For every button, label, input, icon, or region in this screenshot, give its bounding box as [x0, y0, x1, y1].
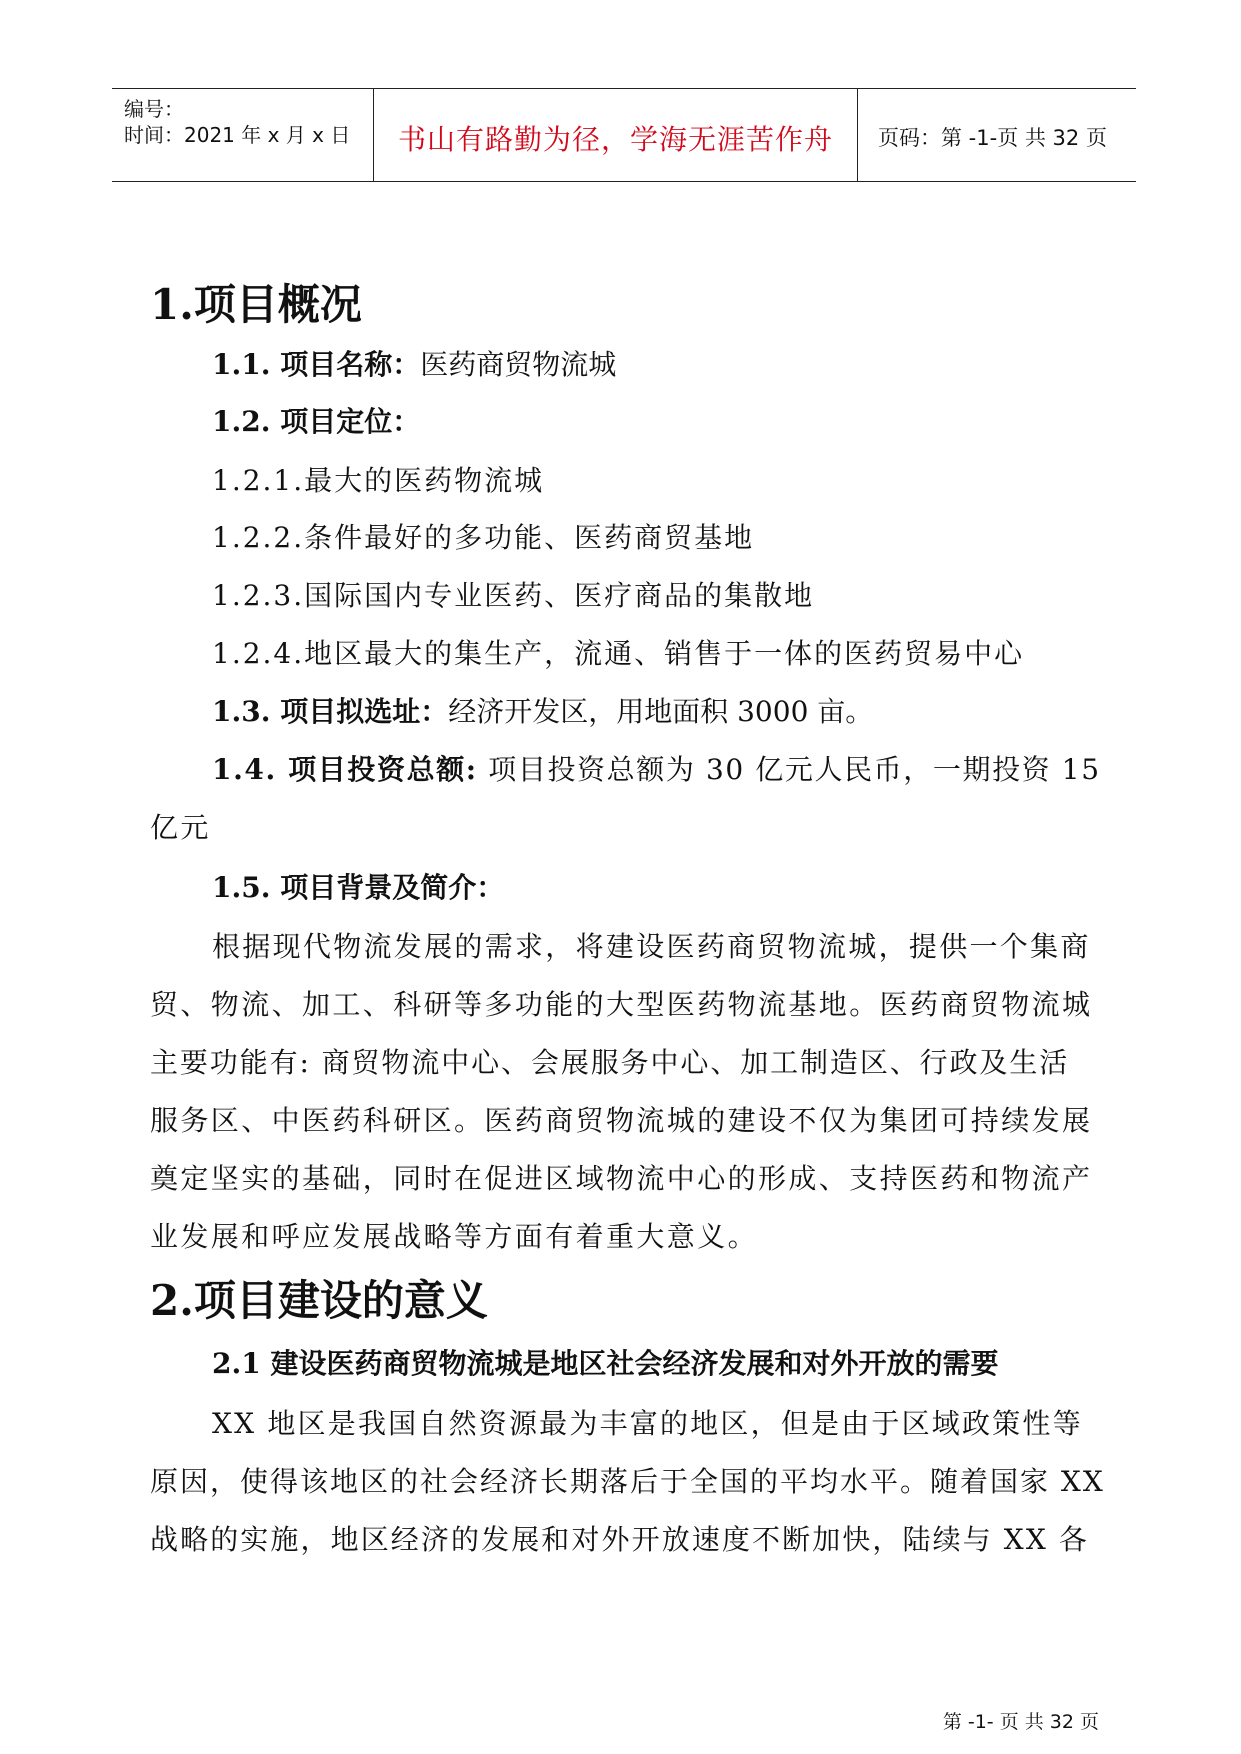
section-1-1-value: 医药商贸物流城	[420, 348, 617, 381]
section-1-2-3: 1.2.3.国际国内专业医药、医疗商品的集散地	[212, 579, 815, 612]
section-1-2	[212, 400, 420, 440]
section-2-1-title: 2.1 建设医药商贸物流城是地区社会经济发展和对外开放的需要	[212, 1347, 999, 1380]
document-number-label: 编号：	[124, 97, 184, 121]
section-1-title: 1.项目概况	[150, 280, 362, 329]
section-1-4-continuation: 亿元	[150, 811, 211, 844]
paragraph-line: 业发展和呼应发展战略等方面有着重大意义。	[150, 1220, 759, 1253]
paragraph-line: 贸、物流、加工、科研等多功能的大型医药物流基地。医药商贸物流城	[150, 988, 1093, 1021]
section-1-1-label: 1.1. 项目名称：	[212, 348, 421, 381]
section-1-2-label: 1.2. 项目定位：	[212, 405, 421, 438]
paragraph-line: 奠定坚实的基础，同时在促进区域物流中心的形成、支持医药和物流产	[150, 1162, 1093, 1195]
section-1-4-value: 项目投资总额为 30 亿元人民币，一期投资 15	[477, 753, 1101, 786]
header-motto: 书山有路勤为径，学海无涯苦作舟	[397, 123, 833, 156]
page-footer: 第 -1- 页 共 32 页	[942, 1711, 1099, 1733]
paragraph-line: 根据现代物流发展的需求，将建设医药商贸物流城，提供一个集商	[212, 930, 1091, 963]
section-1-4	[212, 748, 1101, 788]
section-1-5	[212, 866, 504, 906]
paragraph-line: XX 地区是我国自然资源最为丰富的地区，但是由于区域政策性等	[212, 1407, 1083, 1440]
section-1-3	[212, 690, 873, 730]
section-1-1	[212, 343, 616, 383]
section-2-title: 2.项目建设的意义	[150, 1276, 488, 1325]
paragraph-line: 主要功能有: 商贸物流中心、会展服务中心、加工制造区、行政及生活	[150, 1046, 1070, 1079]
header-meta-cell	[112, 89, 374, 181]
header-page-code: 页码：第 -1-页 共 32 页	[878, 126, 1107, 150]
section-1-5-label: 1.5. 项目背景及简介：	[212, 871, 505, 904]
paragraph-line: 战略的实施，地区经济的发展和对外开放速度不断加快，陆续与 XX 各	[150, 1523, 1089, 1556]
paragraph-line: 原因，使得该地区的社会经济长期落后于全国的平均水平。随着国家 XX	[150, 1465, 1105, 1498]
section-1-3-value: 经济开发区，用地面积 3000 亩。	[448, 695, 874, 728]
section-1-2-2: 1.2.2.条件最好的多功能、医药商贸基地	[212, 521, 755, 554]
section-1-3-label: 1.3. 项目拟选址：	[212, 695, 449, 728]
section-1-2-4: 1.2.4.地区最大的集生产，流通、销售于一体的医药贸易中心	[212, 637, 1025, 670]
section-1-4-label: 1.4. 项目投资总额:	[212, 753, 478, 786]
page-header	[112, 88, 1136, 182]
document-date-label: 时间：2021 年 x 月 x 日	[124, 123, 351, 147]
header-page-cell	[858, 89, 1136, 181]
section-1-2-1: 1.2.1.最大的医药物流城	[212, 464, 545, 497]
header-motto-cell	[374, 89, 858, 181]
paragraph-line: 服务区、中医药科研区。医药商贸物流城的建设不仅为集团可持续发展	[150, 1104, 1093, 1137]
